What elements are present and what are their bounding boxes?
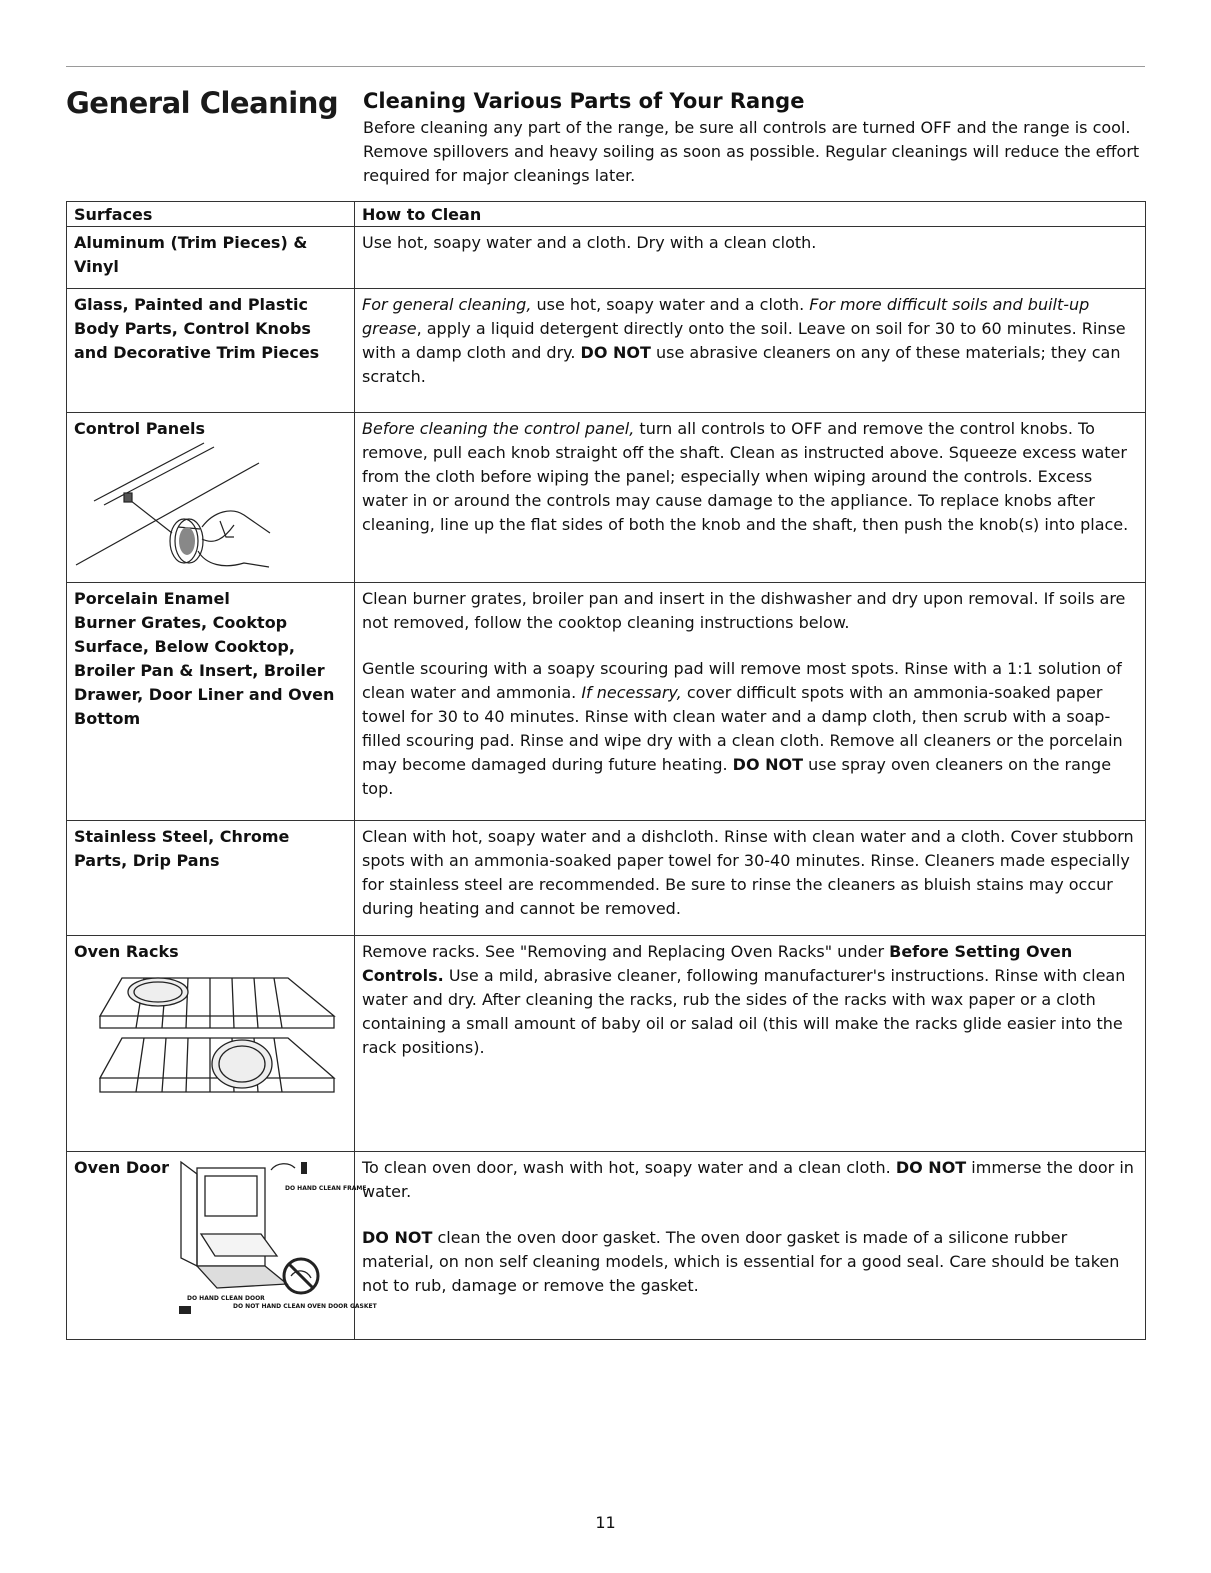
surface-name: Porcelain Enamel (74, 589, 230, 608)
surface-cell (67, 289, 355, 413)
instruction-text: use abrasive cleaners on any of these materials; they can scratch. (362, 343, 1121, 386)
instruction-emphasis: For general cleaning, (362, 295, 532, 314)
surface-name: Glass, Painted and Plastic Body Parts, Control Knobs and Decorative Trim Pieces (74, 295, 320, 362)
table-row (67, 1152, 1146, 1340)
instruction-cell (355, 227, 1146, 289)
surface-cell (67, 821, 355, 936)
instruction-cell (355, 289, 1146, 413)
instruction-reference: Before Setting Oven Controls. (362, 942, 1073, 985)
warning-text: DO NOT (580, 343, 651, 362)
instruction-text: Use hot, soapy water and a cloth. Dry with a clean cloth. (362, 233, 817, 252)
instruction-text: Gentle scouring with a soapy scouring pad will remove most spots. Rinse with a 1:1 solution of clean water and ammonia. (362, 659, 1122, 702)
table-row (67, 227, 1146, 289)
cleaning-table (66, 201, 1146, 1340)
surface-cell (67, 583, 355, 821)
column-header-how-to-clean: How to Clean (355, 202, 1146, 227)
warning-text: DO NOT (362, 1228, 433, 1247)
instruction-paragraph (362, 657, 1138, 801)
instruction-paragraph (362, 417, 1138, 537)
instruction-emphasis: If necessary, (581, 683, 682, 702)
instruction-text: turn all controls to OFF and remove the control knobs. To remove, pull each knob straight off the shaft. Clean as instructed above. Squeeze excess water from the cloth before wiping the panel; especially when wiping around the controls. Excess water in or around the controls may cause damage to the appliance. To replace knobs after cleaning, line up the flat sides of both the knob and the shaft, then push the knob(s) into place. (362, 419, 1129, 534)
instruction-cell (355, 821, 1146, 936)
surface-cell (67, 936, 355, 1152)
instruction-text: , apply a liquid detergent directly onto the soil. Leave on soil for 30 to 60 minutes. Rinse with a damp cloth and dry. (362, 319, 1126, 362)
instruction-paragraph (362, 1226, 1138, 1298)
intro-paragraph: Before cleaning any part of the range, be sure all controls are turned OFF and the range is cool. Remove spillovers and heavy soiling as soon as possible. Regular cleanings will reduce the effort required for major cleanings later. (363, 118, 1140, 185)
instruction-cell (355, 413, 1146, 583)
instruction-text: immerse the door in water. (362, 1158, 1134, 1201)
top-rule (66, 66, 1145, 67)
instruction-text: To clean oven door, wash with hot, soapy water and a clean cloth. (362, 1158, 896, 1177)
surface-name: Control Panels (74, 419, 206, 438)
instruction-paragraph (362, 940, 1138, 1060)
instruction-text: Use a mild, abrasive cleaner, following manufacturer's instructions. Rinse with clean water and dry. After cleaning the racks, rub the sides of the racks with wax paper or a cloth containing a small amount of baby oil or salad oil (this will make the racks glide easier into the rack positions). (362, 966, 1126, 1057)
table-row (67, 583, 1146, 821)
instruction-cell (355, 936, 1146, 1152)
instruction-paragraph: Clean burner grates, broiler pan and insert in the dishwasher and dry upon removal. If soils are not removed, follow the cooktop cleaning instructions below. (362, 589, 1126, 632)
hand-clean-frame-label: DO HAND CLEAN FRAME (285, 1185, 367, 1192)
instruction-cell (355, 583, 1146, 821)
surface-name: Aluminum (Trim Pieces) & Vinyl (74, 233, 308, 276)
oven-racks-illustration (74, 968, 346, 1113)
oven-door-illustration (177, 1158, 377, 1324)
instruction-paragraph (362, 293, 1138, 389)
instruction-cell (355, 1152, 1146, 1340)
section-title: General Cleaning (66, 86, 339, 120)
surface-name: Oven Racks (74, 942, 179, 961)
instruction-text: Remove racks. See "Removing and Replacing Oven Racks" under (362, 942, 890, 961)
page-number: 11 (595, 1513, 616, 1532)
table-row (67, 289, 1146, 413)
hand-clean-door-label: DO HAND CLEAN DOOR (187, 1295, 265, 1302)
control-panel-knob-illustration (74, 441, 284, 576)
instruction-text: cover difficult spots with an ammonia-soaked paper towel for 30 to 40 minutes. Rinse with clean water and a damp cloth, then scrub with a soap-filled scouring pad. Rinse and wipe dry with a clean cloth. Remove all cleaners or the porcelain may become damaged during future heating. (362, 683, 1123, 774)
instruction-paragraph (362, 1156, 1138, 1204)
instruction-emphasis: Before cleaning the control panel, (362, 419, 635, 438)
surface-cell (67, 1152, 377, 1340)
warning-text: DO NOT (895, 1158, 967, 1177)
table-row (67, 413, 1146, 583)
surface-name: Burner Grates, Cooktop Surface, Below Cooktop, Broiler Pan & Insert, Broiler Drawer, Door Liner and Oven Bottom (74, 613, 335, 728)
surface-cell (67, 413, 355, 583)
instruction-text: use spray oven cleaners on the range top. (362, 755, 1112, 798)
surface-cell (67, 227, 355, 289)
table-row (67, 821, 1146, 936)
no-hand-clean-gasket-label: DO NOT HAND CLEAN OVEN DOOR GASKET (233, 1303, 377, 1310)
surface-name: Oven Door (74, 1158, 169, 1177)
instruction-emphasis: For more difficult soils and built-up grease (362, 295, 1090, 338)
instruction-text: clean the oven door gasket. The oven door gasket is made of a silicone rubber material, on non self cleaning models, which is essential for a good seal. Care should be taken not to rub, damage or remove the gasket. (362, 1228, 1120, 1295)
section-subtitle: Cleaning Various Parts of Your Range (363, 89, 805, 113)
warning-text: DO NOT (732, 755, 804, 774)
table-row (67, 936, 1146, 1152)
table-header-row (67, 202, 1146, 227)
instruction-text: Clean with hot, soapy water and a dishcloth. Rinse with clean water and a cloth. Cover stubborn spots with an ammonia-soaked paper towel for 30-40 minutes. Rinse. Cleaners made especially for stainless steel are recommended. Be sure to rinse the cleaners as bluish stains may occur during heating and cannot be removed. (362, 827, 1134, 918)
surface-name: Stainless Steel, Chrome Parts, Drip Pans (74, 827, 290, 870)
instruction-text: use hot, soapy water and a cloth. (531, 295, 810, 314)
column-header-surfaces: Surfaces (67, 202, 355, 227)
